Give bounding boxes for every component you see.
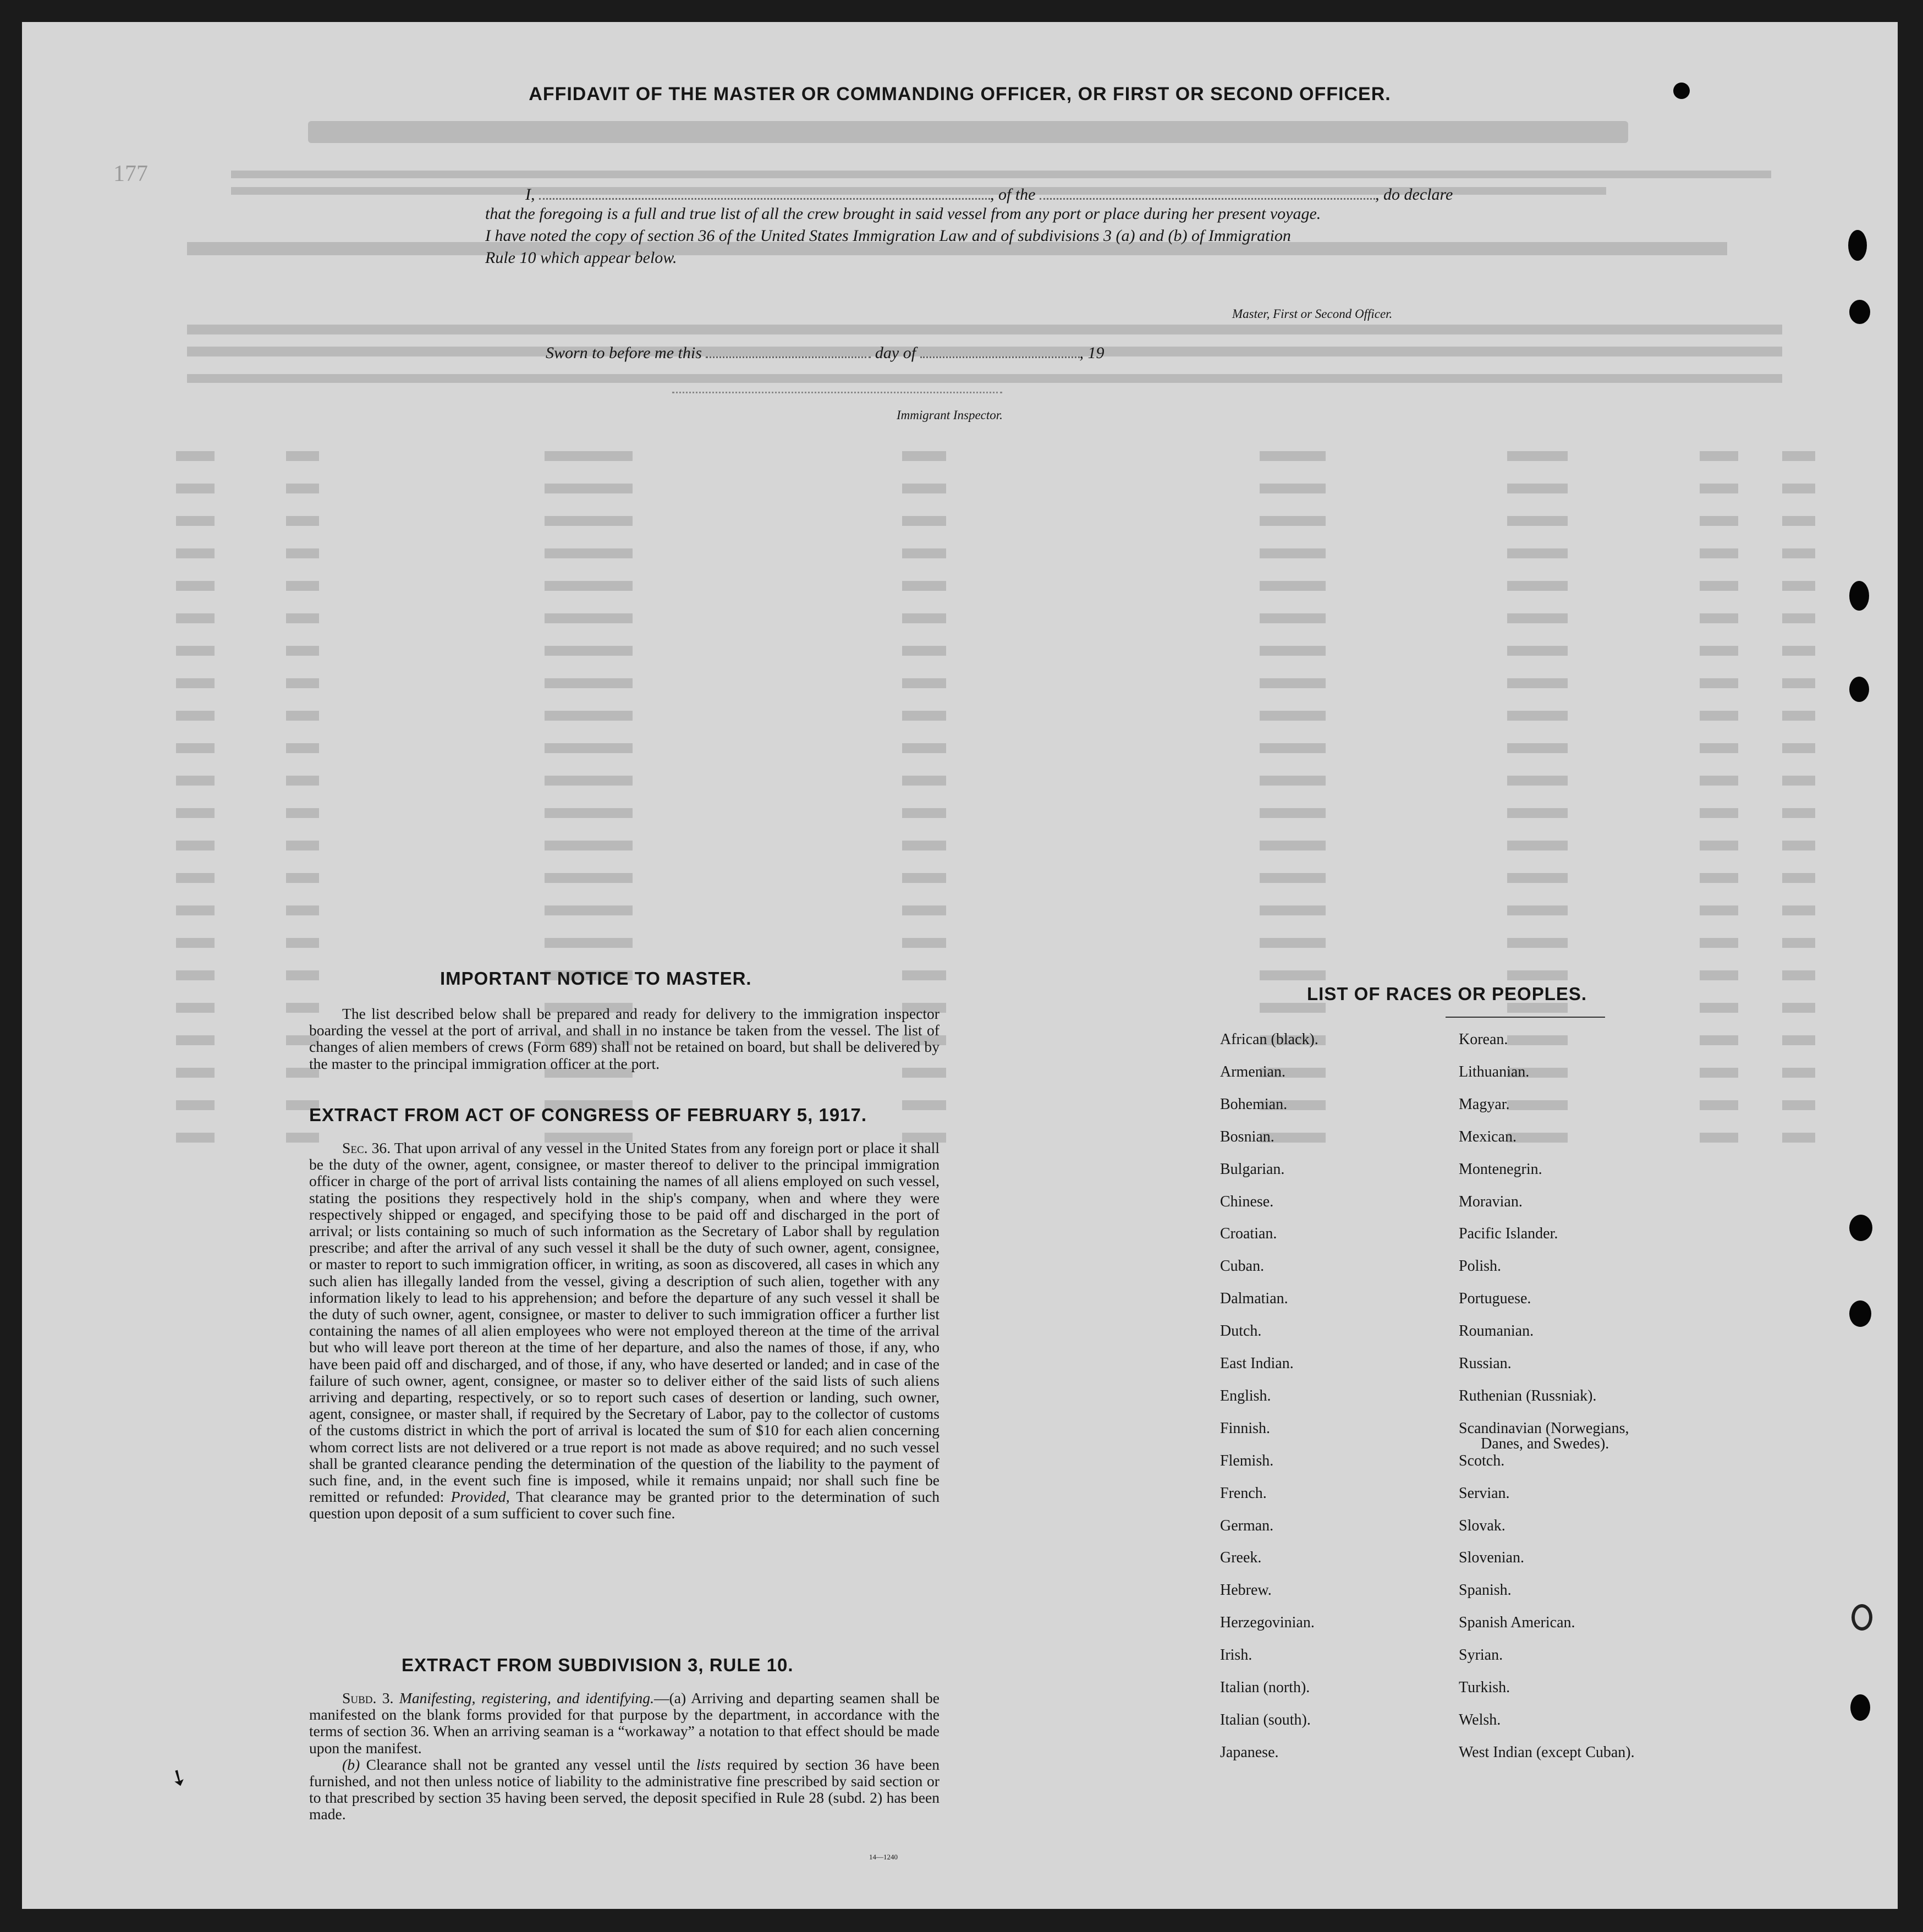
section-36-text <box>309 1140 939 1522</box>
vessel-blank <box>1040 182 1375 200</box>
race-item: Greek. <box>1220 1549 1262 1567</box>
affidavit-i: I, <box>525 185 535 204</box>
pencil-arrow-mark: ➘ <box>164 1762 193 1793</box>
race-item: Italian (south). <box>1220 1711 1311 1728</box>
section-label: Sec. 36. <box>342 1139 391 1156</box>
race-item: English. <box>1220 1387 1271 1404</box>
race-item: Japanese. <box>1220 1743 1279 1761</box>
day-blank <box>706 340 871 358</box>
master-signature-label: Master, First or Second Officer. <box>1232 307 1393 321</box>
punch-hole <box>1673 83 1690 99</box>
race-item: Moravian. <box>1459 1193 1523 1210</box>
subd-label: Subd. 3. <box>342 1689 394 1706</box>
form-number: 14—1240 <box>869 1853 898 1861</box>
race-item: Turkish. <box>1459 1679 1510 1696</box>
race-item: Servian. <box>1459 1484 1510 1502</box>
race-item: Scotch. <box>1459 1452 1505 1469</box>
race-item: Hebrew. <box>1220 1582 1272 1599</box>
sworn-year: , 19 <box>1079 344 1105 362</box>
para-b-lists: lists <box>696 1755 721 1773</box>
proviso-word: Provided, <box>450 1488 510 1506</box>
month-blank <box>920 340 1080 358</box>
race-item: Syrian. <box>1459 1646 1503 1664</box>
race-item: Finnish. <box>1220 1419 1271 1437</box>
races-title: LIST OF RACES OR PEOPLES. <box>1307 984 1587 1004</box>
affidavit-line-2: that the foregoing is a full and true list of all the crew brought in said vessel from any port or place during her present voyage. <box>485 205 1321 223</box>
subd-heading: Manifesting, registering, and identifying. <box>399 1689 655 1706</box>
subdivision-text <box>309 1690 939 1823</box>
affidavit-declaration-line <box>525 182 1453 204</box>
punch-hole <box>1849 1300 1871 1327</box>
race-item: Magyar. <box>1459 1095 1510 1113</box>
race-item: Italian (north). <box>1220 1679 1310 1696</box>
corner-number: 177 <box>113 161 148 186</box>
notice-title: IMPORTANT NOTICE TO MASTER. <box>440 968 752 989</box>
proviso-text: That clearance may be granted prior to the determination of such question upon deposit of a sum sufficient to cover such fine. <box>309 1488 940 1522</box>
race-item: Korean. <box>1459 1031 1508 1048</box>
race-item: Bosnian. <box>1220 1128 1274 1145</box>
manifest-page <box>22 22 1898 1909</box>
race-item: Welsh. <box>1459 1711 1501 1728</box>
para-b-label: (b) <box>342 1755 360 1773</box>
race-item: Flemish. <box>1220 1452 1274 1469</box>
race-item: Montenegrin. <box>1459 1160 1542 1178</box>
race-item: Dutch. <box>1220 1322 1262 1340</box>
race-item: Mexican. <box>1459 1128 1517 1145</box>
race-item: Roumanian. <box>1459 1322 1534 1340</box>
affidavit-line-4: Rule 10 which appear below. <box>485 249 677 267</box>
race-item: East Indian. <box>1220 1355 1294 1372</box>
punch-hole <box>1849 677 1869 702</box>
race-item: Croatian. <box>1220 1225 1277 1243</box>
affidavit-line-3: I have noted the copy of section 36 of the United States Immigration Law and of subdivisions 3 (a) and (b) of Immigration <box>485 227 1291 245</box>
race-item: Ruthenian (Russniak). <box>1459 1387 1597 1404</box>
sworn-before: Sworn to before me this <box>546 344 702 362</box>
act-title: EXTRACT FROM ACT OF CONGRESS OF FEBRUARY 5, 1917. <box>309 1105 867 1125</box>
para-b-start: Clearance shall not be granted any vessel until the <box>366 1755 690 1773</box>
race-item: Spanish. <box>1459 1582 1512 1599</box>
punch-hole <box>1849 1215 1872 1241</box>
race-item: Slovenian. <box>1459 1549 1524 1567</box>
race-item: African (black). <box>1220 1031 1318 1048</box>
race-item: Cuban. <box>1220 1258 1265 1275</box>
para-b-end: required by section 36 have been furnished, and not then unless notice of liability to the administrative fine prescribed by said section or to that prescribed by section 35 having been served, the deposit specified in Rule 28 (subd. 2) has been made. <box>309 1755 940 1823</box>
section-36-body: That upon arrival of any vessel in the United States from any foreign port or place it shall be the duty of the owner, agent, consignee, or master thereof to deliver to the principal immigration officer in charge of the port of arrival lists containing the names of all aliens employed on such vessel, stating the positions they respectively hold in the ship's company, when and where they were respectively shipped or engaged, and specifying those to be paid off and discharged in the port of arrival; or lists containing so much of such information as the Secretary of Labor shall by regulation prescribe; and after the arrival of any such vessel it shall be the duty of such owner, agent, consignee, or master to report to such immigration officer, in writing, as soon as discovered, all cases in which any such alien has illegally landed from the vessel, giving a description of such alien, together with any information likely to lead to his apprehension; and before the departure of any such vessel it shall be the duty of such owner, agent, consignee, or master to deliver to such immigration officer a further list containing the names of all alien employees who were not employed thereon at the time of the arrival but who will leave port thereon at the time of her departure, and also the names of those, if any, who have been paid off and discharged, and of those, if any, who have deserted or landed; and in case of the failure of such owner, agent, consignee, or master so to deliver either of the said lists of such aliens arriving and departing, respectively, or so to report such cases of desertion or landing, such owner, agent, consignee, or master shall, if required by the Secretary of Labor, pay to the collector of customs of the customs district in which the port of arrival is located the sum of $10 for each alien concerning whom correct lists are not delivered or a true report is not made as above required; and no such vessel shall be granted clearance pending the determination of the question of the liability to the payment of such fine, and, in the event such fine is imposed, while it remains unpaid; nor shall such fine be remitted or refunded: <box>309 1139 939 1506</box>
punch-hole <box>1849 300 1870 324</box>
subdivision-title: EXTRACT FROM SUBDIVISION 3, RULE 10. <box>402 1655 794 1675</box>
race-item-continuation: Danes, and Swedes). <box>1481 1435 1609 1452</box>
subd-para-a-text: —(a) Arriving and departing seamen shall be manifested on the blank forms provided for that purpose by the department, in accordance with the terms of section 36. When an arriving seaman is a “workaway” a notation to that effect should be made upon the manifest. <box>309 1689 940 1757</box>
race-item: Scandinavian (Norwegians, <box>1459 1419 1629 1437</box>
sworn-line <box>546 340 1105 363</box>
race-item: French. <box>1220 1484 1267 1502</box>
race-item: Bohemian. <box>1220 1095 1288 1113</box>
race-item: Slovak. <box>1459 1517 1506 1534</box>
affidavit-do-declare: , do declare <box>1375 185 1453 204</box>
race-item: Polish. <box>1459 1258 1502 1275</box>
subdivision-para-a <box>309 1690 939 1757</box>
race-item: Irish. <box>1220 1646 1252 1664</box>
race-item: Pacific Islander. <box>1459 1225 1558 1243</box>
race-item: Portuguese. <box>1459 1290 1531 1308</box>
race-item: Russian. <box>1459 1355 1512 1372</box>
races-title-rule <box>1446 1017 1605 1018</box>
race-item: Chinese. <box>1220 1193 1274 1210</box>
punch-hole <box>1849 581 1869 611</box>
affidavit-title: AFFIDAVIT OF THE MASTER OR COMMANDING OFFICER, OR FIRST OR SECOND OFFICER. <box>529 84 1391 105</box>
affidavit-of-the: , of the <box>990 185 1036 204</box>
sworn-day-of: day of <box>875 344 916 362</box>
race-item: German. <box>1220 1517 1274 1534</box>
inspector-label: Immigrant Inspector. <box>897 408 1003 422</box>
race-item: Lithuanian. <box>1459 1063 1530 1080</box>
race-item: Herzegovinian. <box>1220 1614 1315 1632</box>
race-item: Dalmatian. <box>1220 1290 1288 1308</box>
race-item: Bulgarian. <box>1220 1160 1285 1178</box>
notice-text: The list described below shall be prepared and ready for delivery to the immigration inspector boarding the vessel at the port of arrival, and shall in no instance be taken from the vessel. The list of changes of alien members of crews (Form 689) shall not be retained on board, but shall be delivered by the master to the principal immigration officer at the port. <box>309 1005 939 1072</box>
bleed-through-background <box>22 105 1898 1205</box>
subdivision-para-b <box>309 1757 939 1823</box>
punch-hole <box>1850 1694 1870 1721</box>
race-item: West Indian (except Cuban). <box>1459 1743 1635 1761</box>
punch-hole <box>1848 230 1867 261</box>
name-blank <box>539 182 990 200</box>
race-item: Armenian. <box>1220 1063 1285 1080</box>
punch-ring <box>1851 1604 1872 1631</box>
race-item: Spanish American. <box>1459 1614 1575 1632</box>
inspector-signature-line <box>672 392 1002 393</box>
